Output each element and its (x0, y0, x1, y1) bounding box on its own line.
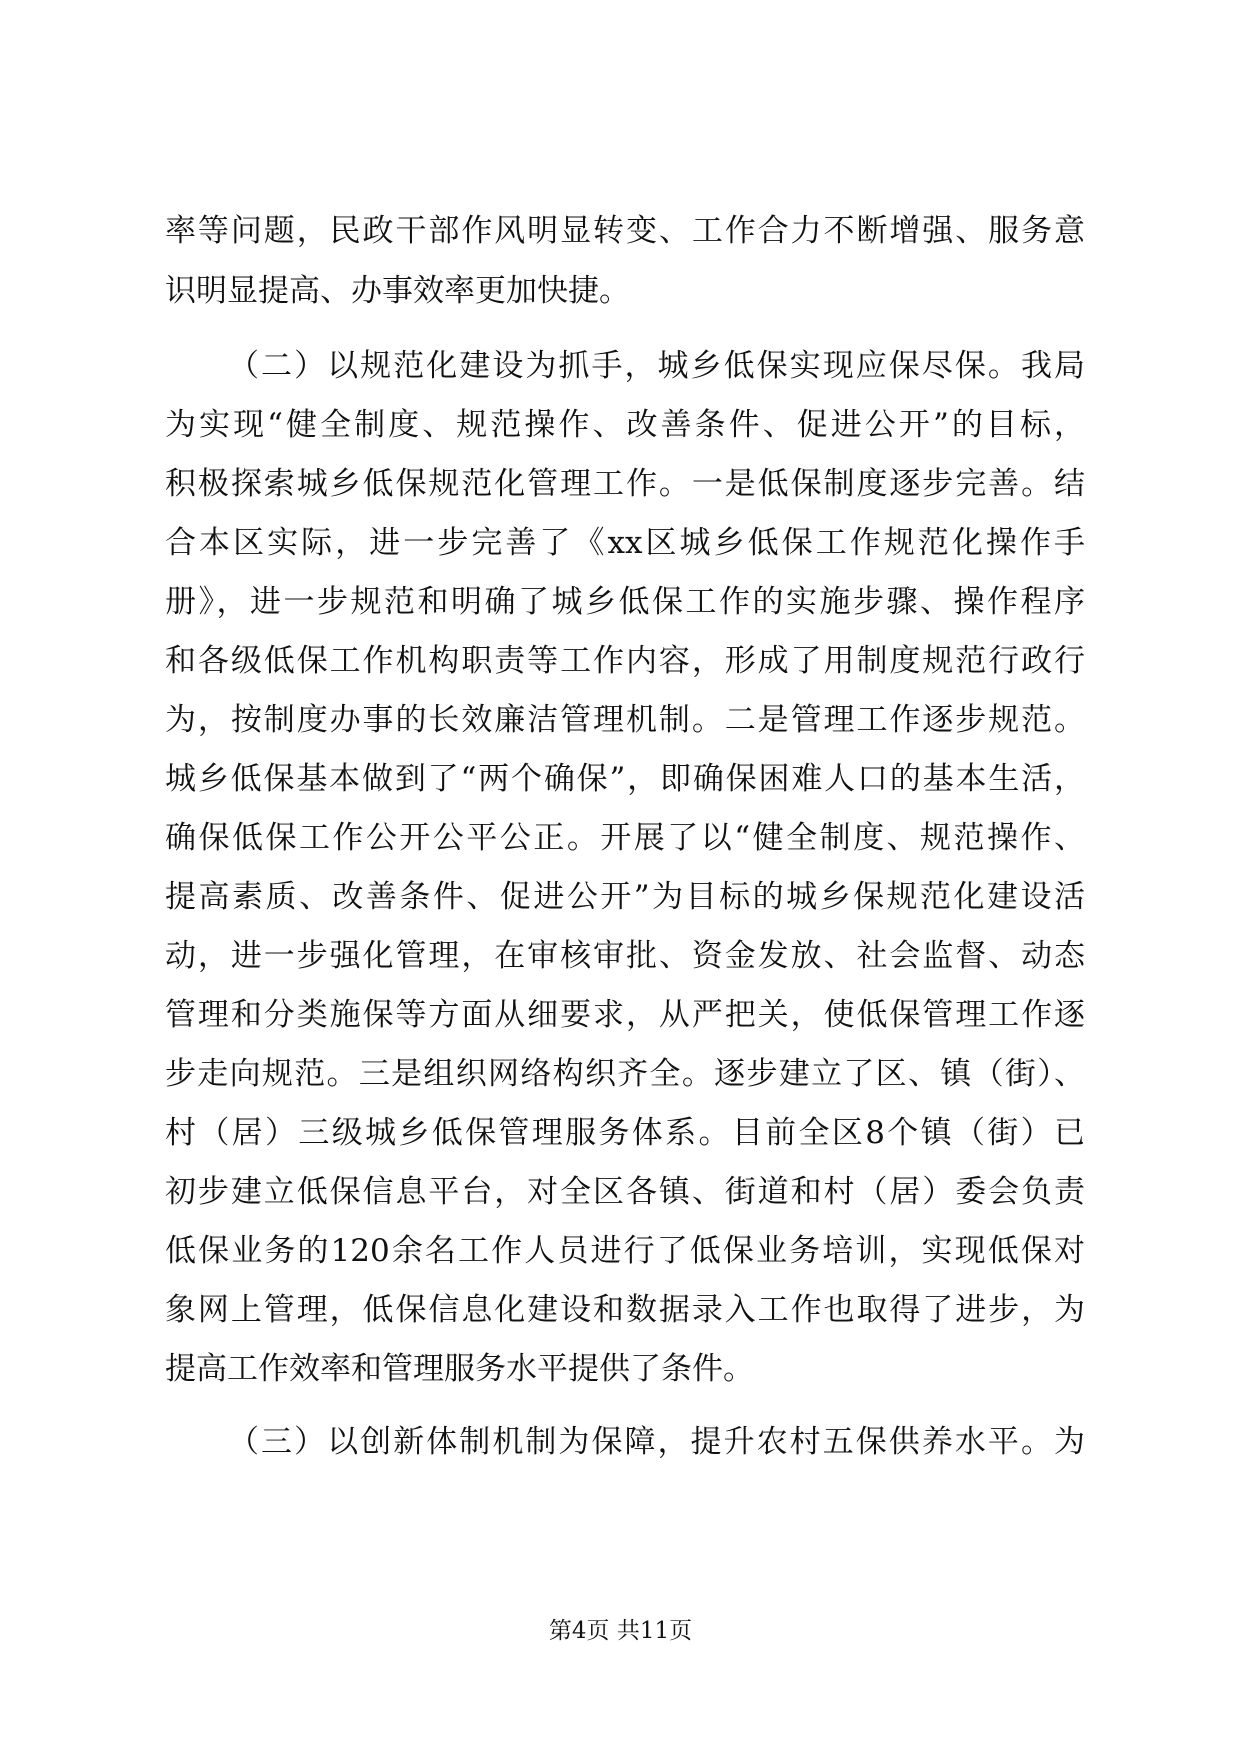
text-line: 村（居）三级城乡低保管理服务体系。目前全区8个镇（街）已 (165, 1115, 1085, 1151)
text-line: 低保业务的120余名工作人员进行了低保业务培训，实现低保对 (165, 1233, 1085, 1269)
text-line: 提高工作效率和管理服务水平提供了条件。 (165, 1351, 754, 1387)
text-line: 册》，进一步规范和明确了城乡低保工作的实施步骤、操作程序 (165, 584, 1085, 620)
text-line: 为，按制度办事的长效廉洁管理机制。二是管理工作逐步规范。 (165, 702, 1085, 738)
text-line: （三）以创新体制机制为保障，提升农村五保供养水平。为 (228, 1424, 1085, 1460)
text-line: 动，进一步强化管理，在审核审批、资金发放、社会监督、动态 (165, 938, 1085, 974)
page-footer: 第4页 共11页 (548, 1618, 693, 1644)
text-line: 确保低保工作公开公平公正。开展了以“健全制度、规范操作、 (165, 820, 1085, 856)
text-line: 和各级低保工作机构职责等工作内容，形成了用制度规范行政行 (165, 643, 1085, 679)
text-line: 提高素质、改善条件、促进公开”为目标的城乡保规范化建设活 (165, 879, 1085, 915)
text-line: 初步建立低保信息平台，对全区各镇、街道和村（居）委会负责 (165, 1174, 1085, 1210)
text-line: 象网上管理，低保信息化建设和数据录入工作也取得了进步，为 (165, 1292, 1085, 1328)
text-line: 为实现“健全制度、规范操作、改善条件、促进公开”的目标， (165, 407, 1085, 443)
text-line: 步走向规范。三是组织网络构织齐全。逐步建立了区、镇（街）、 (165, 1056, 1085, 1092)
text-line: 城乡低保基本做到了“两个确保”，即确保困难人口的基本生活， (165, 761, 1085, 797)
text-line: 积极探索城乡低保规范化管理工作。一是低保制度逐步完善。结 (165, 466, 1085, 502)
text-line: 管理和分类施保等方面从细要求，从严把关，使低保管理工作逐 (165, 997, 1085, 1033)
text-line: 合本区实际，进一步完善了《xx区城乡低保工作规范化操作手 (165, 525, 1085, 561)
text-line: 率等问题，民政干部作风明显转变、工作合力不断增强、服务意 (165, 213, 1085, 249)
text-line: 识明显提高、办事效率更加快捷。 (165, 273, 630, 309)
text-line: （二）以规范化建设为抓手，城乡低保实现应保尽保。我局 (228, 348, 1085, 384)
